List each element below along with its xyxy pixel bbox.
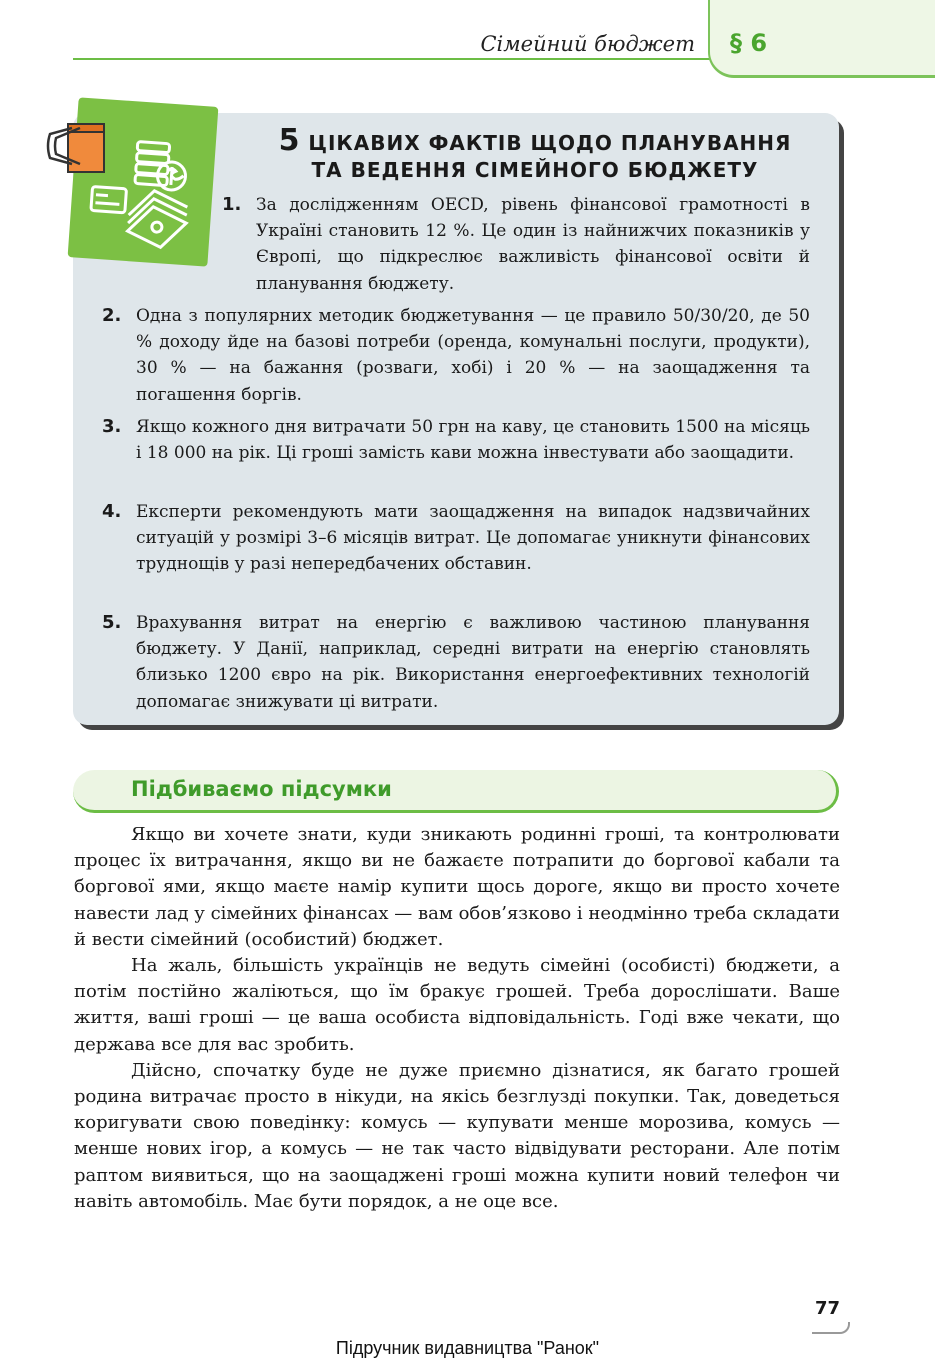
fact-number: 5. <box>102 612 122 633</box>
fact-text: Врахування витрат на енергію є важливою частиною планування бюджету. У Данії, наприклад, середні витрати на енергію становлять близько 1200 євро на рік. Використання енергоефективних технологій допомагає знижувати ці витрати. <box>136 613 810 712</box>
summary-paragraph-1: Якщо ви хочете знати, куди зникають родинні гроші, та контролювати процес їх витрачання, якщо ви не бажаєте потрапити до боргової кабали та боргової ями, якщо маєте намір купити щось дороге, якщо ви просто хочете навести лад у сімейних фінансах — вам обов’язково і неодмінно треба складати й вести сімейний (особистий) бюджет. <box>74 824 840 950</box>
fact-item-2 <box>102 303 810 408</box>
fact-number: 2. <box>102 305 122 326</box>
fact-text: Одна з популярних методик бюджетування — це правило 50/30/20, де 50 % доходу йде на базові потреби (оренда, комунальні послуги, продукти), 30 % — на бажання (розваги, хобі) і 20 % — на заощадження та погашення боргів. <box>136 306 810 405</box>
binder-clip-icon <box>46 116 108 176</box>
facts-title <box>250 123 820 184</box>
summary-body <box>74 822 840 1215</box>
fact-item-3 <box>102 414 810 466</box>
summary-paragraph-2: На жаль, більшість українців не ведуть сімейні (особисті) бюджети, а потім постійно жаліються, що їм бракує грошей. Треба дорослішати. Ваше життя, ваші гроші — це ваша особиста відповідальність. Годі вже чекати, що держава все для вас зробить. <box>74 955 840 1055</box>
fact-item-1 <box>222 192 810 297</box>
page-corner-decoration <box>812 1322 850 1334</box>
fact-number: 4. <box>102 501 122 522</box>
publisher-footer: Підручник видавництва "Ранок" <box>335 1338 600 1358</box>
facts-title-number: 5 <box>278 123 301 158</box>
coins-icon <box>135 142 188 191</box>
fact-number: 1. <box>222 194 242 215</box>
fact-item-5 <box>102 610 810 715</box>
summary-heading: Підбиваємо підсумки <box>131 777 392 801</box>
running-title: Сімейний бюджет <box>480 32 695 56</box>
fact-text: За дослідженням OECD, рівень фінансової грамотності в Україні становить 12 %. Це один із найнижчих показників у Європі, що підкреслює важливість фінансової освіти й планування бюджету. <box>256 195 810 294</box>
credit-card-icon <box>91 186 127 212</box>
section-number: § 6 <box>730 29 768 57</box>
page-number: 77 <box>815 1298 841 1319</box>
facts-title-line1: ЦІКАВИХ ФАКТІВ ЩОДО ПЛАНУВАННЯ <box>308 131 792 155</box>
summary-paragraph-3: Дійсно, спочатку буде не дуже приємно дізнатися, як багато грошей родина витрачає просто в нікуди, на якісь безглузді покупки. Так, доведеться коригувати свою поведінку: комусь — купувати менше морозива, комусь — менше нових ігор, а комусь — не так часто відвідувати ресторани. Але потім раптом виявиться, що на заощаджені гроші можна купити новий телефон чи навіть автомобіль. Має бути порядок, а не оце все. <box>74 1059 840 1212</box>
fact-item-4 <box>102 499 810 578</box>
fact-text: Експерти рекомендують мати заощадження на випадок надзвичайних ситуацій у розмірі 3–6 місяців витрат. Це допомагає уникнути фінансових труднощів у разі непередбачених обставин. <box>136 502 810 575</box>
header-rule <box>73 58 713 60</box>
fact-text: Якщо кожного дня витрачати 50 грн на каву, це становить 1500 на місяць і 18 000 на рік. Ці гроші замість кави можна інвестувати або заощадити. <box>136 417 810 464</box>
fact-number: 3. <box>102 416 122 437</box>
banknotes-icon <box>127 189 189 249</box>
facts-title-line2: ТА ВЕДЕННЯ СІМЕЙНОГО БЮДЖЕТУ <box>311 158 759 182</box>
